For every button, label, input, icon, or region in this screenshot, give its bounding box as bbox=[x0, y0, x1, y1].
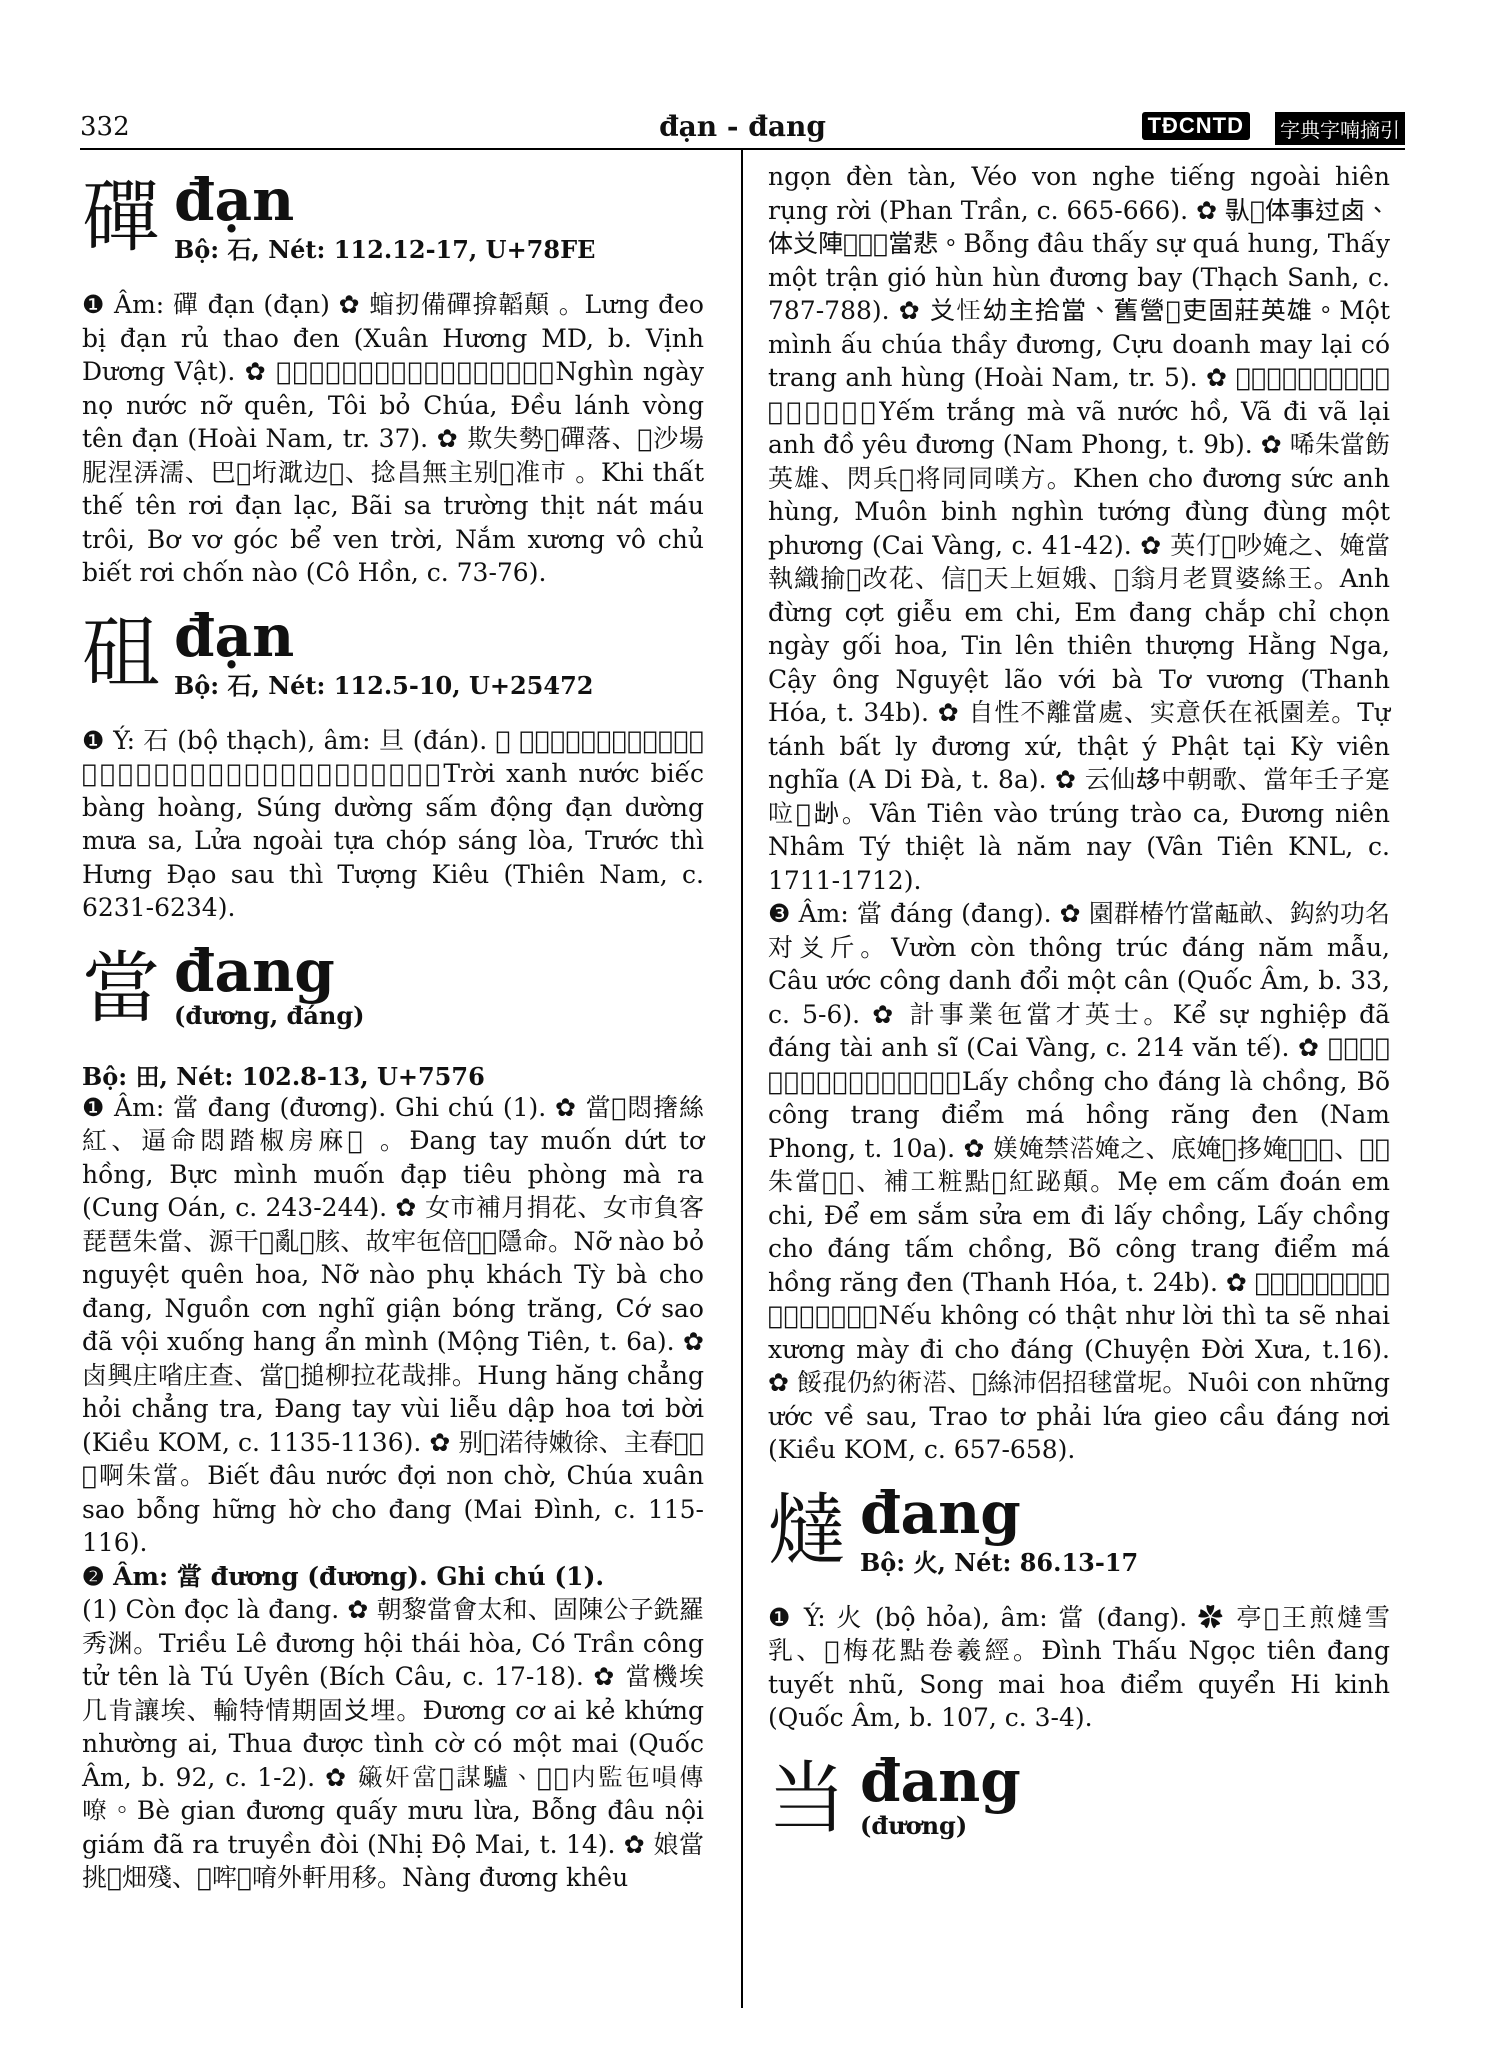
headword-char: 当 bbox=[768, 1753, 847, 1844]
headword: đạn bbox=[174, 166, 295, 234]
headword: đang bbox=[860, 1746, 1021, 1815]
headword-char: 燵 bbox=[768, 1485, 847, 1576]
radical-info: Bộ: 田, Nét: 102.8-13, U+7576 bbox=[82, 1061, 485, 1091]
radical-info: Bộ: 火, Nét: 86.13-17 bbox=[860, 1547, 1139, 1577]
entry-sense-2: ❷ Âm: 當 đương (đương). Ghi chú (1). bbox=[82, 1561, 605, 1591]
entry-body: ❶ Âm: 當 đang (đương). Ghi chú (1). ✿ 當𢬣悶撦絲紅、逼命悶踏椒房麻𠚢 。Đang tay muốn dứt tơ hồng, Bực mình muốn đạp tiêu phòng mà ra (Cung Oán, c. 243-244). ✿ 女市補月捐花、女市負客琵琶朱當、源干𢬣亂𡗶胲、故牢㐌倍𨁩𢭸隱命。Nỡ nào bỏ nguyệt quên hoa, Nỡ nào phụ khách Tỳ bà cho đang, Nguồn cơn nghĩ giận bóng trăng, Cớ sao đã vội xuống hang ẩn mình (Mộng Tiên, t. 6a). ✿ 卤興庄㗂庄查、當𢬣搥柳拉花哉排。Hung hăng chẳng hỏi chẳng tra, Đang tay vùi liễu dập hoa tơi bời (Kiều KOM, c. 1135-1136). ✿ 别𠁀渃待嫩徐、主春𥙩𠊛𠻀啊朱當。Biết đâu nước đợi non chờ, Chúa xuân sao bỗng hững hờ cho đang (Mai Đình, c. 115-116). bbox=[82, 1092, 704, 1557]
entry-body: ❶ Âm: 磾 đạn (đạn) ✿ 䗈扨備磾揜韜顛 。Lưng đeo bị đạn rủ thao đen (Xuân Hương MD, b. Vịnh Dương Vật). ✿ 𢀭𨁪伖渃妄涓、碎補主、調另綏荖磾。Nghìn ngày nọ nước nỡ quên, Tôi bỏ Chúa, Đều lánh vòng tên đạn (Hoài Nam, tr. 37). ✿ 欺失勢𢬣磾落、𡐙沙場胒涅㳥濡、巴𡗶垳㴷边𣷷、捻昌無主别𠄼准市 。Khi thất thế tên rơi đạn lạc, Bãi sa trường thịt nát máu trôi, Bơ vơ góc bể ven trời, Nắm xương vô chủ biết rơi chốn nào (Cô Hồn, c. 73-76). bbox=[82, 290, 704, 587]
tdcntd-badge: TĐCNTD bbox=[1142, 112, 1250, 140]
entry-note: (1) Còn đọc là đang. ✿ 朝黎當會太和、固陳公子銑羅秀渊。Triều Lê đương hội thái hòa, Có Trần công tử tên là Tú Uyên (Bích Câu, c. 17-18). ✿ 當機埃几肯讓埃、輸特情期固𠬠埋。Đương cơ ai kẻ khứng nhường ai, Thua được tình cờ có một mai (Quốc Âm, b. 92, c. 1-2). ✿ 𥶄奸當𢬣謀驢、𠊛𠁀内監㐌𠹚傳嘹。Bè gian đương quấy mưu lừa, Bỗng đâu nội giám đã ra truyền đòi (Nhị Độ Mai, t. 14). ✿ 娘當挑𦷾畑殘、𠯦哰𥉫唷外軒用移。Nàng đương khêu bbox=[82, 1595, 704, 1892]
seal-logo: 字典字喃摘引 bbox=[1275, 112, 1405, 145]
entry-head-dang-1 bbox=[82, 936, 704, 1091]
page-header bbox=[80, 112, 1405, 146]
headword: đang bbox=[860, 1478, 1021, 1547]
entry-continuation: ngọn đèn tàn, Véo von nghe tiếng ngoài hiên rụng rời (Phan Trần, c. 665-666). ✿ 𠊛𠁀体事过卤、体𠬠陣𩙌𠻀𠻀當悲。Bỗng đâu thấy sự quá hung, Thấy một trận gió hùn hùn đương bay (Thạch Sanh, c. 787-788). ✿ 𠬠𢗖幼主拾當、舊營𦹵吏固莊英雄。Một mình ấu chúa thầy đương, Cựu doanh may lại có trang anh hùng (Hoài Nam, tr. 5). ✿ 𪃴𠸒麻𣷷渃湖、𣷷𢬣𣷷吏英徒夭當。Yếm trắng mà vã nước hồ, Vã đi vã lại anh đồ yêu đương (Nam Phong, t. 9b). ✿ 唏朱當飭英雄、閃兵𢀭将同同𠸍方。Khen cho đương sức anh hùng, Muôn binh nghìn tướng đùng đùng một phương (Cai Vàng, c. 41-42). ✿ 英仃𠻀吵㛪之、㛪當執織揄𣋚改花、信𨖲天上姮娥、𢬣翁月老買婆絲王。Anh đừng cợt giễu em chi, Em đang chắp chỉ chọn ngày gối hoa, Tin lên thiên thượng Hằng Nga, Cậy ông Nguyệt lão với bà Tơ vương (Thanh Hóa, t. 34b). ✿ 自性不離當處、实意仸在祇園差。Tự tánh bất ly đương xứ, thật ý Phật tại Kỳ viên nghĩa (A Di Đà, t. 8a). ✿ 云仙𠫾中朝歌、當年壬子寔㕸𢆥𡭧。Vân Tiên vào trúng trào ca, Đương niên Nhâm Tý thiệt là năm nay (Vân Tiên KNL, c. 1711-1712). bbox=[768, 162, 1390, 895]
entry-body: ❶ Ý: 石 (bộ thạch), âm: 旦 (đán). ✿ 𣷷撑渃碧徬徨、銃𢩮𩂟動砠𢩮湄沙、焒外似𤈜朗熮、轄時興道𨍦時象撟。Trời xanh nước biếc bàng hoàng, Súng dường sấm động đạn dường mưa sa, Lửa ngoài tựa chóp sáng lòa, Trước thì Hưng Đạo sau thì Tượng Kiêu (Thiên Nam, c. 6231-6234). bbox=[82, 725, 704, 922]
headword-char: 當 bbox=[82, 943, 161, 1034]
headword-char: 磾 bbox=[82, 173, 161, 263]
entry-head-dang-2 bbox=[768, 1478, 1390, 1601]
headword-variants: (đương, đáng) bbox=[174, 1000, 365, 1030]
right-column bbox=[768, 160, 1390, 1869]
column-divider bbox=[741, 150, 743, 2008]
radical-info: Bộ: 石, Nét: 112.5-10, U+25472 bbox=[174, 670, 594, 700]
entry-body: ❶ Ý: 火 (bộ hỏa), âm: 當 (đang). ✿ 亭𣷷王煎燵雪乳、𦛌梅花點卷羲經。Đình Thấu Ngọc tiên đang tuyết nhũ, Song mai hoa điểm quyển Hi kinh (Quốc Âm, b. 107, c. 3-4). bbox=[768, 1602, 1390, 1732]
entry-head-dan-1 bbox=[82, 168, 704, 288]
running-title: đạn - đang bbox=[659, 110, 826, 143]
left-column bbox=[82, 160, 704, 1895]
headword-char: 砠 bbox=[82, 608, 161, 699]
page-number: 332 bbox=[80, 112, 130, 142]
headword: đạn bbox=[174, 601, 295, 670]
entry-head-dan-2 bbox=[82, 601, 704, 724]
entry-head-dang-3 bbox=[768, 1746, 1390, 1869]
headword-variants: (đương) bbox=[860, 1810, 968, 1840]
entry-sense-3: ❸ Âm: 當 đáng (đang). ✿ 園群椿竹當𠄼畝、鈎約功名对𠬠斤。Vườn còn thông trúc đáng năm mẫu, Câu ước công danh đổi một cân (Quốc Âm, b. 33, c. 5-6). ✿ 計事業㐌當才英士。Kể sự nghiệp đã đáng tài anh sĩ (Cai Vàng, c. 214 văn tế). ✿ 𥙩𠊛朱當𠊛𠊛、補工粧點𩝺紅䟤顛。Lấy chồng cho đáng là chồng, Bõ công trang điểm má hồng răng đen (Nam Phong, t. 10a). ✿ 媄㛪禁𣹓㛪之、底㛪𢩾拸㛪𢬣𥙩𠊛、𥙩𠊛朱當𠊛𠊛、補工粧點𩝺紅䟤顛。Mẹ em cấm đoán em chi, Để em sắm sửa em đi lấy chồng, Lấy chồng cho đáng tấm chồng, Bõ công trang điểm má hồng răng đen (Thanh Hóa, t. 24b). ✿ 𡗉空𡗶實如𥙩時些仕𠸍昌眉𢬣朱當。Nếu không có thật như lời thì ta sẽ nhai xương mày đi cho đáng (Chuyện Đời Xưa, t.16). ✿ 餒𡥵仍約術𣹓、𢬣絲沛侶招毬當坭。Nuôi con những ước về sau, Trao tơ phải lứa gieo cầu đáng nơi (Kiều KOM, c. 657-658). bbox=[768, 899, 1390, 1464]
radical-info: Bộ: 石, Nét: 112.12-17, U+78FE bbox=[174, 235, 596, 264]
headword: đang bbox=[174, 936, 335, 1005]
